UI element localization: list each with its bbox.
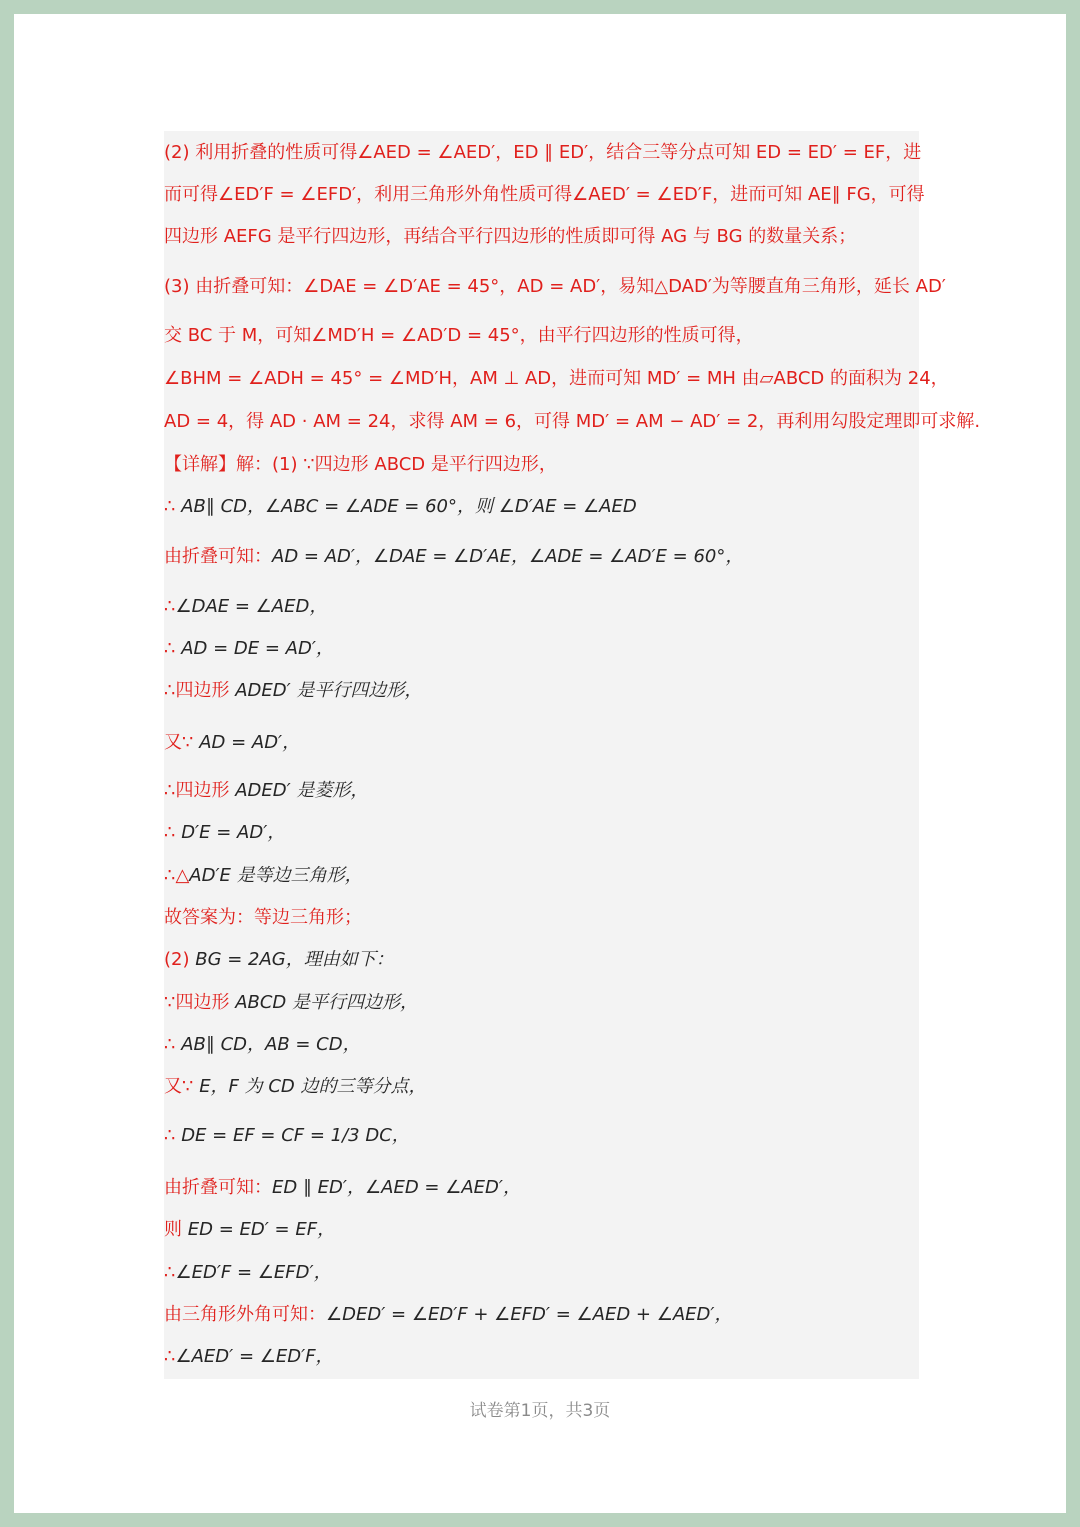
math-expression: D′E = AD′， [181, 822, 286, 843]
math-expression: DE = EF = CF = 1/3 DC， [181, 1125, 410, 1146]
solution-line [164, 495, 637, 519]
solution-line [164, 679, 422, 703]
hint-text: 交 BC 于 M，可知∠MD′H = ∠AD′D = 45°，由平行四边形的性质可得， [164, 325, 754, 346]
step-label: ∵四边形 [164, 992, 236, 1013]
math-expression: ED ∥ ED′，∠AED = ∠AED′， [272, 1177, 521, 1198]
solution-line [164, 906, 362, 930]
hint-text: 四边形 AEFG 是平行四边形，再结合平行四边形的性质即可得 AG 与 BG 的数量关系； [164, 226, 857, 247]
math-expression: ∠ED′F = ∠EFD′， [175, 1262, 332, 1283]
hint-text: (2) 利用折叠的性质可得∠AED = ∠AED′，ED ∥ ED′，结合三等分点可知 ED = ED′ = EF，进 [164, 142, 922, 163]
solution-line [164, 595, 327, 619]
solution-line [164, 779, 368, 803]
solution-line [164, 1345, 334, 1369]
step-label: (2) [164, 949, 196, 970]
solution-line [164, 367, 949, 391]
step-label: ∴ [164, 1346, 176, 1367]
solution-line [164, 410, 980, 434]
solution-line [164, 1303, 733, 1327]
solution-line [164, 1075, 427, 1099]
solution-line [164, 141, 921, 165]
math-expression: BG = 2AG，理由如下： [195, 949, 394, 970]
solution-panel [164, 131, 981, 1379]
math-expression: ADED′ 是平行四边形， [235, 680, 423, 701]
hint-text: AD = 4，得 AD · AM = 24，求得 AM = 6，可得 MD′ = AM − AD′ = 2，再利用勾股定理即可求解. [164, 411, 981, 432]
step-label: 由折叠可知： [164, 546, 272, 567]
solution-line [164, 948, 394, 972]
math-expression: E，F 为 CD 边的三等分点， [199, 1076, 427, 1097]
math-expression: AB∥ CD，AB = CD， [181, 1034, 361, 1055]
step-label: ∴ [164, 822, 182, 843]
solution-line [164, 225, 856, 249]
page-footer: 试卷第1页，共3页 [469, 1401, 611, 1421]
math-expression: ∠DED′ = ∠ED′F + ∠EFD′ = ∠AED + ∠AED′， [326, 1304, 733, 1325]
step-label: ∴ [164, 638, 182, 659]
solution-line [164, 1176, 521, 1200]
step-label: 【详解】解：(1) ∵四边形 ABCD 是平行四边形， [164, 454, 557, 475]
step-label: 则 [164, 1219, 188, 1240]
solution-line [164, 1261, 332, 1285]
math-expression: AD = AD′，∠DAE = ∠D′AE，∠ADE = ∠AD′E = 60°， [272, 546, 744, 567]
step-label: ∴ [164, 496, 182, 517]
step-label: 故答案为：等边三角形； [164, 907, 362, 928]
solution-line [164, 821, 285, 845]
hint-text: ∠BHM = ∠ADH = 45° = ∠MD′H，AM ⊥ AD，进而可知 MD′ = MH 由▱ABCD 的面积为 24， [164, 368, 949, 389]
math-expression: AD′E 是等边三角形， [189, 865, 363, 886]
solution-line [164, 183, 925, 207]
step-label: 又∵ [164, 732, 200, 753]
math-expression: ADED′ 是菱形， [235, 780, 369, 801]
step-label: ∴ [164, 596, 176, 617]
solution-line [164, 637, 334, 661]
step-label: ∴四边形 [164, 780, 236, 801]
step-label: 又∵ [164, 1076, 200, 1097]
math-expression: ∠AED′ = ∠ED′F， [175, 1346, 334, 1367]
math-expression: AB∥ CD，∠ABC = ∠ADE = 60°，则 ∠D′AE = ∠AED [181, 496, 637, 517]
solution-line [164, 991, 418, 1015]
hint-text: (3) 由折叠可知：∠DAE = ∠D′AE = 45°，AD = AD′，易知△DAD′为等腰直角三角形，延长 AD′ [164, 276, 946, 297]
solution-line [164, 864, 363, 888]
math-expression: ED = ED′ = EF， [187, 1219, 336, 1240]
step-label: ∴ [164, 1034, 182, 1055]
step-label: 由三角形外角可知： [164, 1304, 326, 1325]
step-label: ∴ [164, 1262, 176, 1283]
solution-line [164, 1033, 361, 1057]
step-label: 由折叠可知： [164, 1177, 272, 1198]
solution-line [164, 324, 754, 348]
math-expression: ∠DAE = ∠AED， [175, 596, 328, 617]
solution-line [164, 1124, 410, 1148]
hint-text: 而可得∠ED′F = ∠EFD′，利用三角形外角性质可得∠AED′ = ∠ED′F，进而可知 AE∥ FG，可得 [164, 184, 925, 205]
math-expression: AD = DE = AD′， [181, 638, 334, 659]
math-expression: ABCD 是平行四边形， [235, 992, 418, 1013]
solution-line [164, 1218, 335, 1242]
solution-line [164, 731, 300, 755]
solution-line [164, 545, 743, 569]
math-expression: AD = AD′， [199, 732, 301, 753]
step-label: ∴ [164, 1125, 182, 1146]
solution-line [164, 275, 946, 299]
step-label: ∴四边形 [164, 680, 236, 701]
solution-line [164, 453, 557, 477]
step-label: ∴△ [164, 865, 190, 886]
